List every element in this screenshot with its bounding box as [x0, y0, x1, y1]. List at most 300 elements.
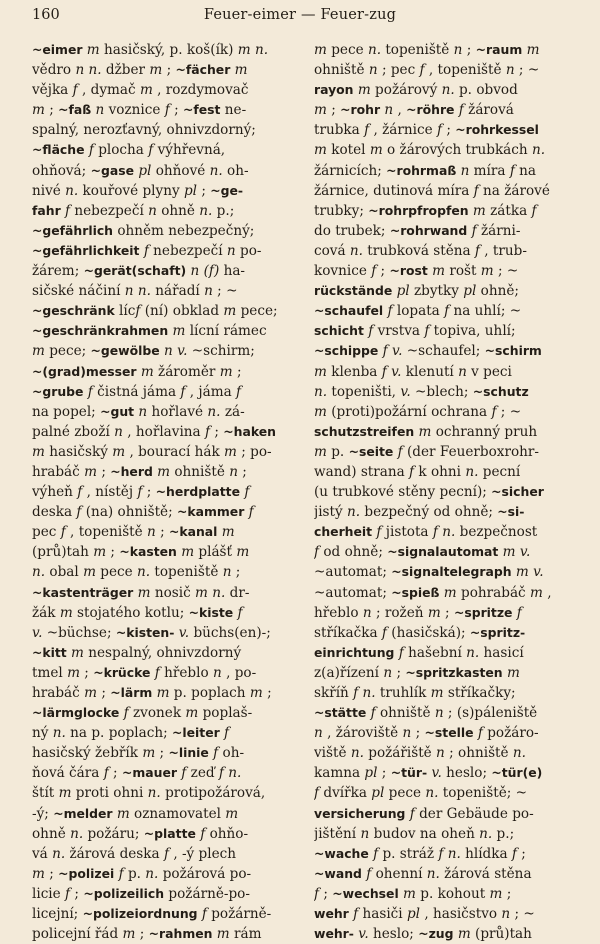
left-column	[32, 40, 298, 944]
gloss-text: protipožárová,	[160, 785, 266, 802]
grammar-label: f n.	[218, 765, 242, 782]
gloss-text: ;	[155, 524, 169, 541]
gloss-text: (proti)požární ochrana	[326, 403, 492, 420]
grammar-label: m	[432, 263, 445, 280]
grammar-label: m	[157, 463, 171, 480]
gloss-text: požárně-po-	[164, 885, 250, 902]
headword: ~kammer	[176, 504, 245, 520]
headword: ~rohrwand	[389, 222, 468, 238]
gloss-text: ňová čára	[32, 765, 104, 782]
gloss-text: heslo;	[368, 926, 419, 943]
gloss-text: rošt	[445, 263, 481, 280]
gloss-text: džber	[101, 62, 150, 79]
gloss-text: ;	[440, 604, 454, 621]
grammar-label: f n.	[432, 524, 456, 541]
gloss-text: ohně	[156, 202, 200, 219]
grammar-label: f	[353, 906, 359, 923]
grammar-label: f	[474, 242, 480, 259]
headword: ~signalautomat	[387, 544, 499, 560]
gloss-text: hasicí	[479, 644, 524, 661]
dictionary-line	[32, 261, 298, 281]
dictionary-line	[32, 301, 298, 321]
gloss-text: nespalný, ohnivzdorný	[83, 644, 242, 661]
grammar-label: n	[362, 604, 372, 621]
gloss-text: topiva, uhlí;	[429, 323, 516, 340]
dictionary-line	[314, 382, 580, 402]
grammar-label: m	[472, 202, 486, 219]
dictionary-line	[314, 341, 580, 361]
headword: ~kanal	[169, 524, 218, 540]
headword: ~rohrmaß	[386, 162, 457, 178]
gloss-text: hasiči	[358, 906, 407, 923]
gloss-text: kouřové plyny	[78, 182, 184, 199]
grammar-label: n	[460, 162, 470, 179]
gloss-text: žárem;	[32, 263, 84, 280]
grammar-label: n	[402, 725, 412, 742]
grammar-label: f	[65, 885, 71, 902]
gloss-text: zbytky	[409, 283, 464, 300]
dictionary-line	[32, 40, 298, 60]
gloss-text: vějka	[32, 82, 73, 99]
grammar-label: m	[84, 685, 97, 701]
grammar-label: n.	[314, 383, 328, 400]
gloss-text: ; rožeň	[371, 604, 428, 621]
gloss-text: ohně;	[476, 283, 519, 300]
gloss-text: dvířka	[319, 785, 372, 802]
gloss-text: , nístěj	[82, 484, 138, 501]
headword: ~lärmglocke	[32, 705, 120, 721]
gloss-text: stříkačka	[314, 624, 382, 641]
headword: ~schirm	[484, 343, 542, 359]
grammar-label: n.	[209, 162, 223, 179]
grammar-label: f	[409, 805, 415, 822]
gloss-text: žároměr	[153, 363, 220, 380]
dictionary-line	[314, 562, 580, 582]
grammar-label: m	[140, 363, 154, 380]
headword: ~rohrpfropfen	[368, 202, 469, 218]
headword: ~zug	[418, 926, 454, 942]
gloss-text: topeniště	[381, 42, 454, 58]
grammar-label: f	[364, 122, 370, 139]
gloss-text: ;	[142, 484, 156, 501]
grammar-label: f	[509, 162, 515, 179]
gloss-text: líc	[114, 303, 136, 320]
grammar-label: m v.	[502, 544, 531, 561]
dictionary-line	[32, 804, 298, 824]
gloss-text: kotel	[326, 142, 370, 159]
headword: ~rohrkessel	[455, 122, 539, 138]
gloss-text: ;	[162, 62, 176, 79]
gloss-text: žák	[32, 604, 60, 621]
gloss-text: (der Feuerboxrohr-	[402, 443, 539, 460]
gloss-text: topeniště	[150, 564, 223, 581]
dictionary-line	[314, 221, 580, 241]
headword: ~wand	[314, 865, 362, 881]
grammar-label: m	[32, 102, 45, 119]
dictionary-line	[32, 643, 298, 663]
dictionary-line	[314, 482, 580, 502]
dictionary-line	[314, 100, 580, 120]
gloss-text: policejní řád	[32, 926, 123, 943]
dictionary-line	[314, 522, 580, 542]
grammar-label: n n.	[75, 62, 102, 79]
dictionary-line	[32, 924, 298, 944]
gloss-text: tmel	[32, 664, 68, 681]
dictionary-line	[32, 884, 298, 904]
gloss-text: pohrabáč	[456, 584, 530, 601]
grammar-label: f	[213, 745, 219, 762]
gloss-text: p. obvod	[454, 82, 518, 99]
gloss-text: míra	[469, 162, 510, 179]
gloss-text: ;	[70, 885, 84, 902]
grammar-label: f	[224, 725, 230, 742]
grammar-label: m	[142, 745, 156, 762]
gloss-text: pec	[32, 524, 61, 541]
page-header	[24, 7, 576, 27]
gloss-text: požárová po-	[158, 865, 252, 882]
gloss-text: ;	[97, 685, 111, 701]
headword: ~kiste	[188, 604, 234, 620]
gloss-text: (prů)tah	[470, 926, 532, 943]
grammar-label: f n.	[438, 845, 461, 862]
headword: fahr	[32, 202, 61, 218]
dictionary-line	[314, 60, 580, 80]
dictionary-line	[314, 603, 580, 623]
grammar-label: m	[156, 685, 170, 701]
dictionary-line	[314, 201, 580, 221]
gloss-text: hořlavé	[147, 403, 208, 420]
gloss-text: nivé	[32, 182, 66, 199]
grammar-label: v.	[431, 765, 442, 782]
gloss-text: na uhlí; ~	[449, 303, 522, 320]
gloss-text: ,	[542, 584, 552, 601]
gloss-text: p.;	[212, 202, 235, 219]
gloss-text: štít	[32, 785, 59, 802]
grammar-label: n.	[465, 463, 479, 480]
grammar-label: n n.	[124, 283, 151, 300]
grammar-label: m	[83, 564, 96, 581]
grammar-label: f	[424, 323, 430, 340]
grammar-label: n	[453, 42, 463, 58]
grammar-label: f	[164, 102, 170, 119]
grammar-label: f v.	[381, 363, 402, 380]
dictionary-line	[32, 743, 298, 763]
gloss-text: ; (s)páleniště	[443, 705, 538, 722]
gloss-text: požárový	[370, 82, 442, 99]
headword: ~spieß	[391, 584, 440, 600]
gloss-text: požáru;	[83, 825, 144, 842]
gloss-text: pece	[326, 42, 368, 58]
grammar-label: m	[93, 544, 107, 561]
headword: ~haken	[223, 423, 276, 439]
gloss-text: o žárových trubkách	[382, 142, 532, 159]
grammar-label: n	[95, 102, 105, 119]
grammar-label: f	[531, 202, 537, 219]
grammar-label: f	[204, 423, 211, 440]
grammar-label: v.	[400, 383, 411, 400]
gloss-text: požárně-	[206, 906, 272, 923]
headword: ~kasten	[119, 544, 177, 560]
grammar-label: m	[314, 403, 327, 420]
dictionary-line	[314, 301, 580, 321]
gloss-text: ohenní	[371, 865, 427, 882]
gloss-text: ;	[232, 363, 242, 380]
grammar-label: f	[477, 725, 483, 742]
dictionary-line	[314, 542, 580, 562]
gloss-text: žárová deska	[65, 845, 164, 862]
headword: ~stätte	[314, 705, 367, 721]
page-number: 160	[32, 7, 60, 23]
gloss-text: ;	[411, 725, 425, 742]
grammar-label: m	[369, 142, 383, 159]
grammar-label: pl	[463, 283, 477, 300]
dictionary-line	[314, 904, 580, 924]
grammar-label: f	[516, 604, 522, 621]
headword: ~faß	[58, 102, 92, 118]
headword: ~kastenträger	[32, 584, 134, 600]
dictionary-line	[32, 542, 298, 562]
dictionary-line	[32, 281, 298, 301]
gloss-text: ; ~	[493, 263, 519, 280]
gloss-text: p.	[326, 443, 349, 460]
headword: ~gefährlichkeit	[32, 242, 140, 258]
grammar-label: f	[123, 705, 129, 722]
gloss-text: ; ~	[514, 62, 540, 79]
gloss-text: ; ~	[212, 283, 238, 300]
gloss-text: výheň	[32, 484, 78, 501]
gloss-text: poplaš-	[198, 705, 253, 722]
dictionary-line	[32, 321, 298, 341]
grammar-label: n	[501, 906, 511, 923]
headword: ~grube	[32, 383, 84, 399]
gloss-text: požáro-	[482, 725, 539, 742]
dictionary-line	[32, 824, 298, 844]
gloss-text: spalný, nerozťavný, ohnivzdorný;	[32, 122, 256, 139]
grammar-label: m	[137, 584, 151, 601]
gloss-text: hřeblo	[314, 604, 363, 621]
grammar-label: m	[430, 685, 444, 701]
headword: versicherung	[314, 805, 406, 821]
gloss-text: (ní) obklad	[140, 303, 224, 320]
grammar-label: m	[443, 584, 457, 601]
gloss-text: do trubek;	[314, 222, 390, 239]
headword: ~fächer	[175, 62, 231, 78]
gloss-text: vá	[32, 845, 53, 862]
dictionary-line	[314, 623, 580, 643]
gloss-text: p. poplach	[169, 685, 250, 701]
dictionary-line	[314, 824, 580, 844]
grammar-label: m	[249, 685, 263, 701]
gloss-text: pece	[95, 564, 137, 581]
dictionary-line	[32, 241, 298, 261]
gloss-text: z(a)řízení	[314, 664, 384, 681]
dictionary-line	[314, 783, 580, 803]
gloss-text: hasičský žebřík	[32, 745, 143, 762]
grammar-label: f	[444, 303, 450, 320]
dictionary-line	[32, 80, 298, 100]
dictionary-line	[32, 181, 298, 201]
headword: ~kitt	[32, 644, 67, 660]
grammar-label: m	[122, 926, 136, 943]
grammar-label: f	[314, 885, 320, 902]
dictionary-line	[314, 804, 580, 824]
grammar-label: f	[236, 383, 242, 400]
headword: ~tür-	[390, 765, 428, 781]
grammar-label: f	[248, 504, 254, 521]
gloss-text: , dymač	[77, 82, 140, 99]
grammar-label: m	[314, 102, 327, 119]
grammar-label: f	[471, 222, 477, 239]
gloss-text: ~automat;	[314, 584, 392, 601]
grammar-label: m	[67, 664, 80, 681]
grammar-label: n.	[145, 865, 159, 882]
grammar-label: f	[72, 82, 78, 99]
gloss-text: ;	[237, 463, 247, 480]
grammar-label: m	[149, 62, 163, 79]
grammar-label: m	[526, 42, 540, 58]
gloss-text: pece;	[236, 303, 278, 320]
headword: ~signaltelegraph	[391, 564, 512, 580]
gloss-text: ohňo-	[205, 825, 249, 842]
gloss-text: , trub-	[479, 242, 527, 259]
gloss-text: viště	[314, 745, 351, 762]
gloss-text: ;	[169, 102, 183, 119]
grammar-label: n	[138, 403, 148, 420]
gloss-text: ;	[231, 564, 241, 581]
headword: ~gerät(schaft)	[83, 263, 187, 279]
gloss-text: , topeniště	[65, 524, 147, 541]
gloss-text: zvonek	[128, 705, 186, 722]
dictionary-line	[314, 120, 580, 140]
gloss-text: wand) strana	[314, 463, 410, 480]
gloss-text: na popel;	[32, 403, 101, 420]
gloss-text: , bourací hák	[125, 443, 225, 460]
grammar-label: n	[383, 664, 393, 681]
dictionary-line	[32, 583, 298, 603]
grammar-label: f	[473, 182, 479, 199]
dictionary-line	[32, 462, 298, 482]
grammar-label: n	[384, 102, 394, 119]
gloss-text: ;	[392, 664, 406, 681]
grammar-label: pl	[406, 906, 421, 923]
headword: ~wache	[314, 845, 369, 861]
gloss-text: ha-	[219, 263, 246, 280]
grammar-label: f	[366, 865, 372, 882]
dictionary-line	[314, 140, 580, 160]
gloss-text: cová	[314, 242, 350, 259]
grammar-label: m	[530, 584, 543, 601]
gloss-text: jištění	[314, 825, 361, 842]
gloss-text: ohniště	[170, 463, 230, 480]
gloss-text: ~schaufel;	[402, 343, 485, 360]
dictionary-line	[314, 924, 580, 944]
gloss-text: , hasičstvo	[420, 906, 502, 923]
headword: ~mauer	[121, 765, 177, 781]
gloss-text: oznamovatel	[129, 805, 226, 822]
grammar-label: n.	[347, 504, 361, 521]
dictionary-line	[32, 522, 298, 542]
headword: rückstände	[314, 283, 393, 299]
headword: ~eimer	[32, 42, 83, 57]
grammar-label: m	[224, 443, 237, 460]
grammar-label: n.	[32, 564, 46, 581]
headword: ~krücke	[93, 664, 151, 680]
grammar-label: n.	[70, 825, 84, 842]
dictionary-line	[314, 442, 580, 462]
grammar-label: m	[480, 263, 494, 280]
grammar-label: n.	[52, 725, 66, 742]
gloss-text: zátka	[485, 202, 532, 219]
gloss-text: ,	[393, 102, 407, 119]
dictionary-line	[32, 120, 298, 140]
headword: wehr	[314, 906, 349, 922]
dictionary-line	[314, 181, 580, 201]
grammar-label: f	[314, 544, 320, 561]
dictionary-line	[314, 80, 580, 100]
dictionary-line	[32, 482, 298, 502]
gloss-text: , žároviště	[322, 725, 403, 742]
headword: ~gut	[100, 403, 135, 419]
dictionary-line	[32, 442, 298, 462]
headword: ~stelle	[424, 725, 474, 741]
dictionary-line	[32, 382, 298, 402]
gloss-text: jistý	[314, 504, 348, 521]
grammar-label: m	[418, 423, 432, 440]
grammar-label: f	[368, 323, 374, 340]
gloss-text: hrabáč	[32, 463, 85, 480]
gloss-text: ohniště	[375, 705, 435, 722]
grammar-label: m	[357, 82, 371, 99]
gloss-text: po-	[235, 242, 262, 259]
grammar-label: f	[87, 383, 93, 400]
dictionary-line	[32, 844, 298, 864]
dictionary-line	[314, 743, 580, 763]
gloss-text: kovnice	[314, 263, 372, 280]
gloss-text: požářiště	[363, 745, 437, 762]
grammar-label: n.	[65, 182, 79, 199]
dictionary-line	[314, 161, 580, 181]
gloss-text: ~schirm;	[187, 343, 255, 360]
headword: einrichtung	[314, 644, 395, 660]
grammar-label: n	[458, 363, 467, 380]
dictionary-line	[32, 402, 298, 422]
dictionary-line	[314, 663, 580, 683]
gloss-text: vrstva	[373, 323, 425, 340]
gloss-text: ;	[516, 845, 526, 862]
gloss-text: hlídka	[460, 845, 512, 862]
dictionary-line	[314, 321, 580, 341]
grammar-label: m	[219, 363, 233, 380]
headword: ~schutz	[472, 383, 529, 399]
gloss-text: budov na oheň	[369, 825, 480, 842]
grammar-label: m	[58, 785, 72, 802]
grammar-label: n.	[367, 42, 382, 58]
grammar-label: n.	[207, 403, 221, 420]
dictionary-line	[314, 763, 580, 783]
gloss-text: ne-	[220, 102, 247, 119]
dictionary-line	[32, 864, 298, 884]
gloss-text: ; ohniště	[444, 745, 513, 762]
dictionary-line	[314, 502, 580, 522]
dictionary-line	[32, 161, 298, 181]
gloss-text: heslo;	[441, 765, 492, 782]
grammar-label: m	[234, 62, 248, 79]
grammar-label: n.	[425, 785, 439, 802]
grammar-label: m	[32, 343, 45, 360]
grammar-label: m	[457, 926, 471, 943]
gloss-text: vědro	[32, 62, 76, 79]
gloss-text: truhlík	[375, 685, 431, 701]
